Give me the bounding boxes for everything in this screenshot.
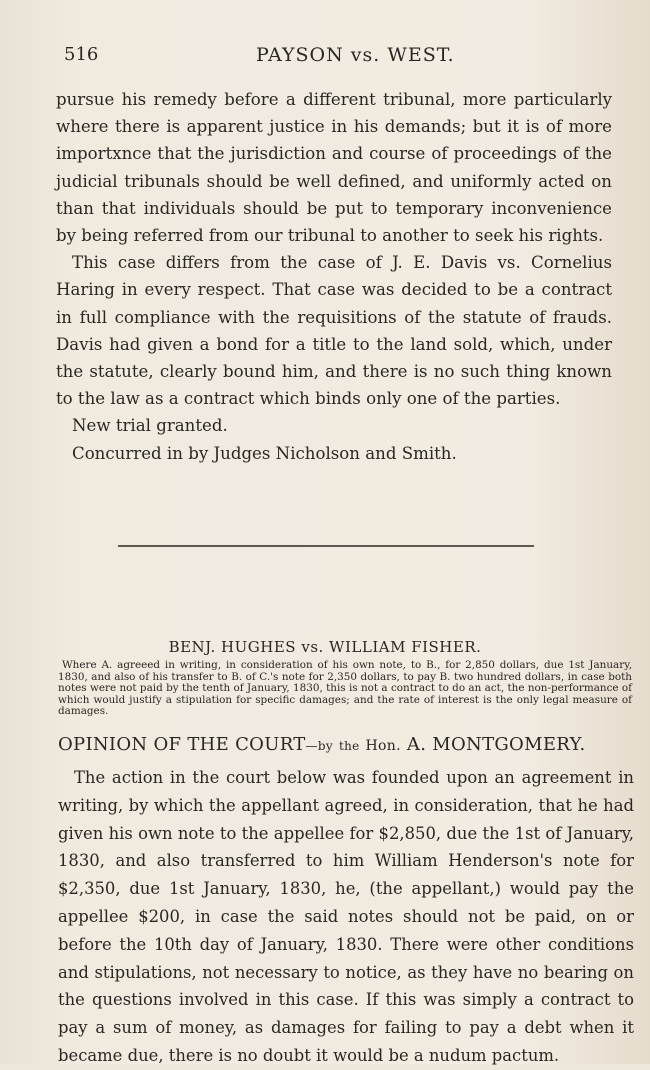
opinion-heading-by: —by [305, 739, 333, 753]
page-header [64, 44, 620, 74]
opinion-heading-lead: OPINION OF THE COURT [58, 734, 306, 755]
concurrence: Concurred in by Judges Nicholson and Smith. [72, 443, 457, 463]
disposition: New trial granted. [72, 416, 228, 436]
opinion-paragraph: The action in the court below was founded upon an agreement in writing, by which the appellant agreed, in consideration, that he had given his own note to the appellee for $2,850, due the 1st of January, 1830, and also transferred to him William Henderson's note for $2,350, due 1st January, 1830, he, (the appellant,) would pay the appellee $200, in case the said notes should not be paid, on or before the 10th day of January, 1830. There were other conditions and stipulations, not necessary to notice, as they have no bearing on the questions involved in this case. If this was simply a contract to pay a sum of money, as damages for failing to pay a debt when it became due, there is no doubt it would be a nudum pactum. [58, 768, 634, 1065]
syllabus [58, 660, 632, 718]
opinion-text [58, 764, 634, 1070]
opinion-heading [58, 734, 632, 755]
paragraph-davis-comparison: This case differs from the case of J. E. Davis vs. Cornelius Haring in every respect. That case was decided to be a contract in full compliance with the requisitions of the statute of frauds. Davis had given a bond for a title to the land sold, which, under the statute, clearly bound him, and there is no such thing known to the law as a contract which binds only one of the parties. [56, 253, 612, 409]
opinion-heading-judge: A. MONTGOMERY. [406, 734, 586, 755]
previous-case-text [56, 86, 612, 467]
page-number: 516 [64, 44, 99, 65]
syllabus-text: Where A. agreeed in writing, in consideration of his own note, to B., for 2,850 dollars, due 1st January, 1830, and also of his transfer to B. of C.'s note for 2,350 dollars, to pay B. two hundred dollars, in case both notes were not paid by the tenth of January, 1830, this is not a contract to do an act, the non-performance of which would justify a stipulation for specific damages; and the rate of interest is the only legal measure of damages. [58, 659, 632, 717]
opinion-heading-the: the [338, 739, 360, 753]
opinion-heading-hon: Hon. [365, 738, 401, 754]
paragraph-continuation: pursue his remedy before a different tribunal, more particularly where there is apparent justice in his demands; but it is of more importxnce that the jurisdiction and course of proceedings of the judicial tribunals should be well defined, and uniformly acted on than that individuals should be put to temporary inconvenience by being referred from our tribunal to another to seek his rights. [56, 90, 612, 246]
section-divider [118, 545, 534, 547]
case-title: BENJ. HUGHES vs. WILLIAM FISHER. [168, 638, 482, 656]
running-title: PAYSON vs. WEST. [256, 44, 455, 66]
